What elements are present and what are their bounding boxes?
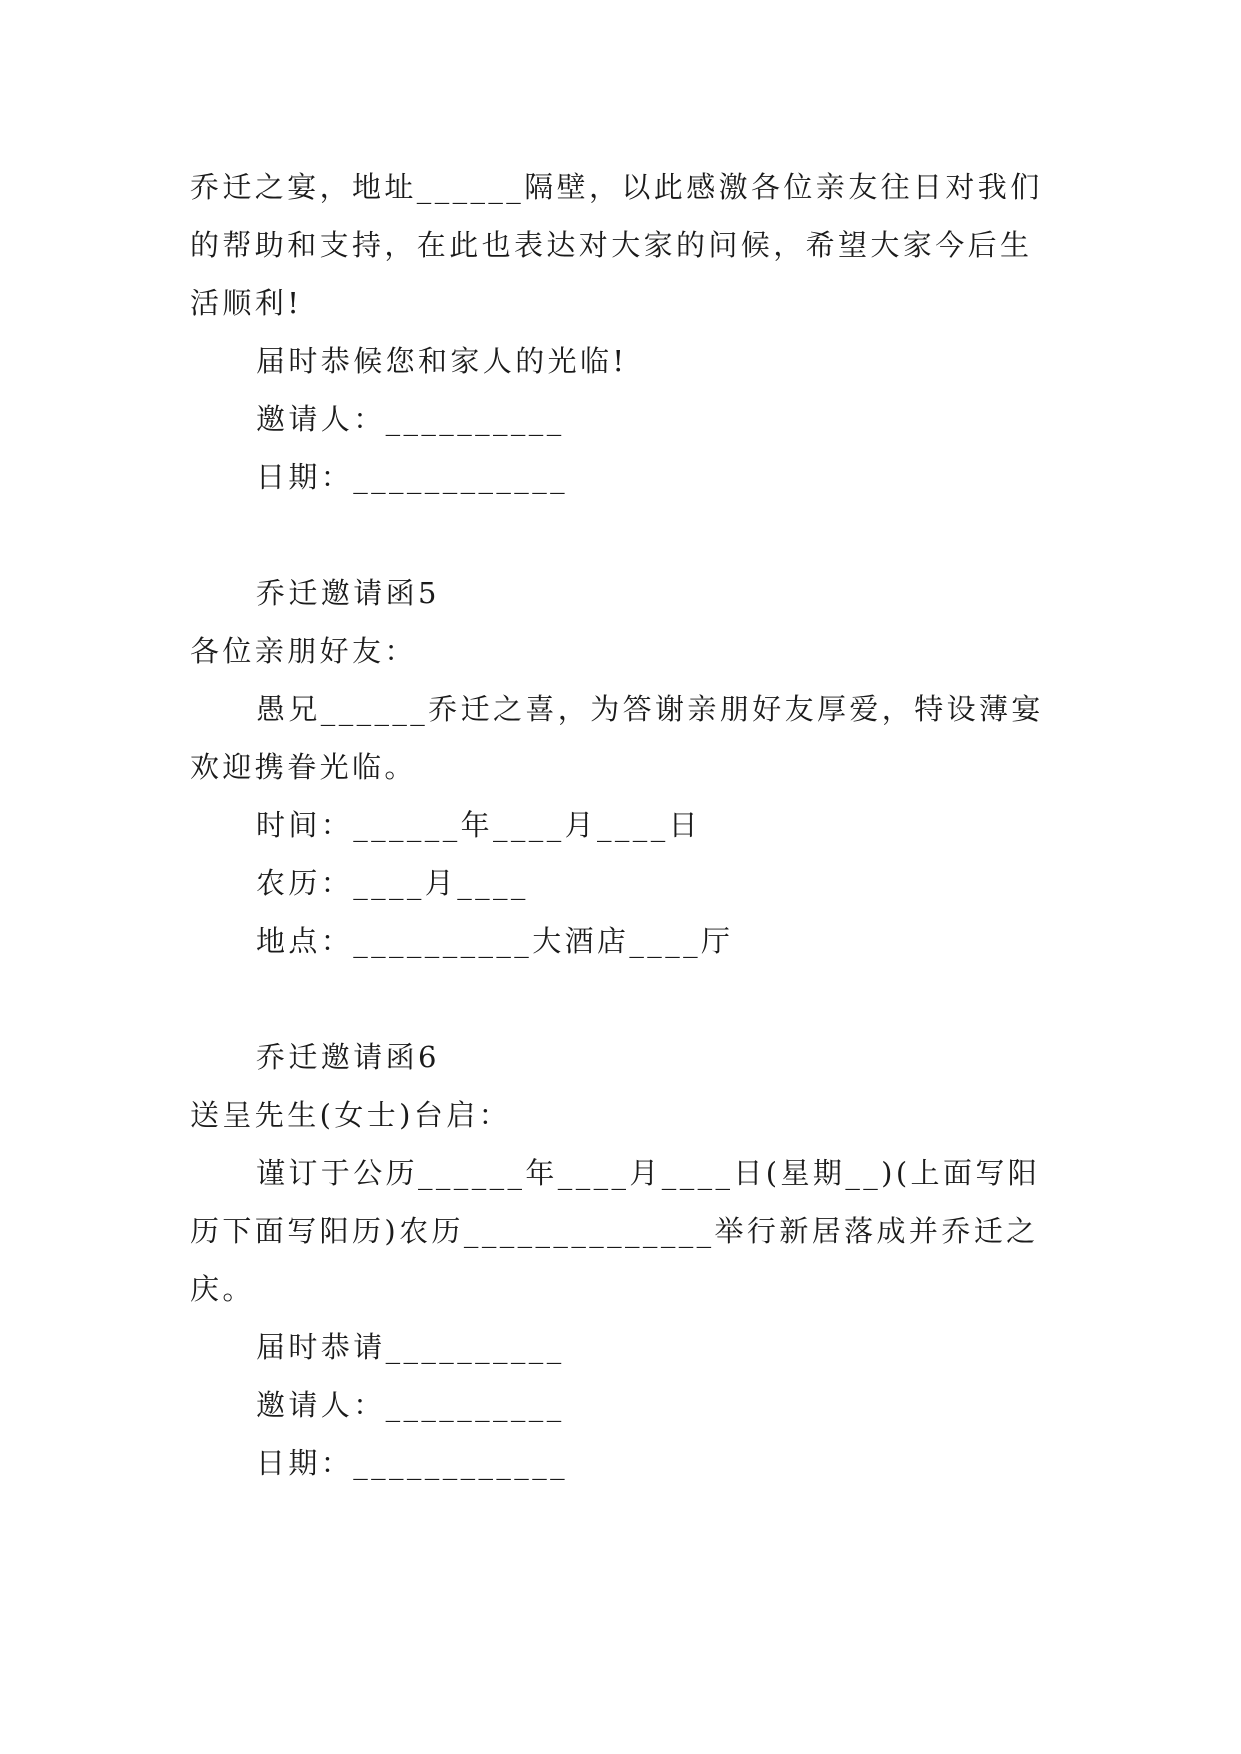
section-heading: 乔迁邀请函6	[256, 1040, 440, 1074]
section-spacer	[190, 506, 1052, 564]
section-heading: 乔迁邀请函5	[256, 576, 440, 610]
section-spacer	[190, 970, 1052, 1028]
time-line: 时间：______年____月____日	[256, 808, 702, 842]
body-line: 乔迁之宴，地址______隔壁，以此感激各位亲友往日对我们	[190, 170, 1043, 204]
body-line: 愚兄______乔迁之喜，为答谢亲朋好友厚爱，特设薄宴	[256, 692, 1044, 726]
closing-line: 届时恭候您和家人的光临!	[256, 344, 628, 378]
body-line: 欢迎携眷光临。	[190, 750, 417, 784]
date-line: 日期：____________	[256, 1446, 569, 1480]
body-line: 历下面写阳历)农历______________举行新居落成并乔迁之	[190, 1214, 1039, 1248]
inviter-line: 邀请人：__________	[256, 402, 565, 436]
closing-line: 届时恭请__________	[256, 1330, 565, 1364]
invitation-4-continued	[190, 158, 1052, 506]
body-line: 活顺利!	[190, 286, 303, 320]
body-line: 庆。	[190, 1272, 255, 1306]
inviter-line: 邀请人：__________	[256, 1388, 565, 1422]
salutation-line: 送呈先生(女士)台启：	[190, 1098, 512, 1132]
invitation-5	[190, 564, 1052, 970]
body-line: 的帮助和支持，在此也表达对大家的问候，希望大家今后生	[190, 228, 1033, 262]
invitation-6	[190, 1028, 1052, 1492]
salutation-line: 各位亲朋好友：	[190, 634, 417, 668]
body-line: 谨订于公历______年____月____日(星期__)(上面写阳	[256, 1156, 1041, 1190]
document-page	[190, 158, 1052, 1492]
location-line: 地点：__________大酒店____厅	[256, 924, 734, 958]
lunar-date-line: 农历：____月____	[256, 866, 529, 900]
date-line: 日期：____________	[256, 460, 569, 494]
